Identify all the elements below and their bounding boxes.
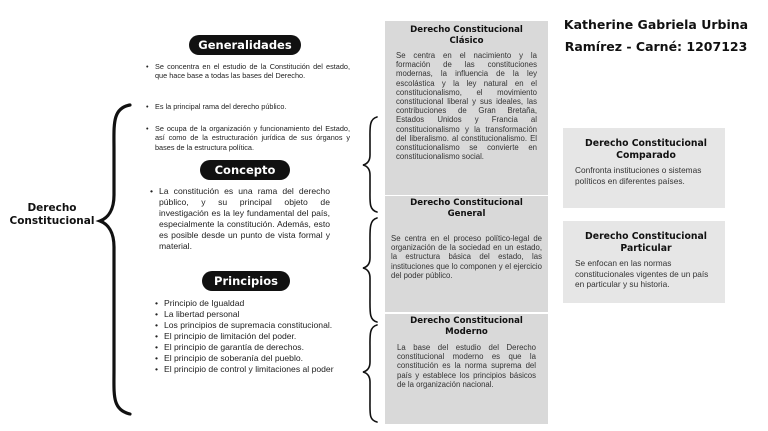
concepto-heading: Concepto	[200, 160, 290, 180]
author-name	[552, 14, 760, 58]
box-clasico-title: Derecho Constitucional Clásico	[410, 25, 523, 46]
main-brace	[100, 105, 130, 414]
list-item: • La libertad personal	[155, 309, 341, 320]
list-item: • Los principios de supremacia constitucional.	[155, 320, 341, 331]
author-line-1: Katherine Gabriela Urbina	[563, 17, 749, 32]
box-general-title: Derecho Constitucional General	[410, 198, 523, 219]
principios-heading: Principios	[202, 271, 290, 291]
list-item: • Se concentra en el estudio de la Constitución del estado, que hace base a todas las bases del Derecho.	[146, 62, 350, 81]
card-particular-title: Derecho Constitucional Particular	[585, 231, 707, 254]
generalidades-list	[146, 62, 350, 81]
principios-list	[155, 298, 341, 375]
box-clasico-body: Se centra en el nacimiento y la formación de las constituciones modernas, la influencia de la ley escolástica y la ley natural en el constitucionalismo, el movimiento constitucional liberal y sus ideales, las contribuciones de Gran Bretaña, Estados Unidos y Francia al constitucionalismo y la transformación del liberalismo. al constitucionalismo. El constitucionalismo se convierte en constitucionalismo social.	[396, 51, 537, 162]
generalidades-list-2	[146, 102, 350, 111]
author-line-2: Ramírez - Carné: 1207123	[564, 39, 748, 54]
box-moderno-title: Derecho Constitucional Moderno	[410, 316, 523, 337]
list-item: • Se ocupa de la organización y funcionamiento del Estado, así como de la estructuración jurídica de sus órganos y bases de la estructura política.	[146, 124, 350, 152]
box-general	[385, 196, 548, 312]
list-item: • El principio de soberanía del pueblo.	[155, 353, 341, 364]
card-comparado-title: Derecho Constitucional Comparado	[585, 138, 707, 161]
list-item: • La constitución es una rama del derecho público, y su principal objeto de investigación es la ley fundamental del país, especialmente la constitución. Además, esto es posible desde un punto de vista formal y material.	[150, 186, 330, 252]
box-moderno-body: La base del estudio del Derecho constitucional moderno es que la constitución es la norma suprema del país y establece los principios básicos de la organización nacional.	[397, 343, 536, 389]
list-item: • El principio de garantía de derechos.	[155, 342, 341, 353]
box-general-body: Se centra en el proceso político-legal de organización de la sociedad en un estado, la estructura básica del estado, las instituciones que lo componen y el ejercicio del poder público.	[391, 234, 542, 280]
card-comparado-body: Confronta instituciones o sistemas políticos en diferentes países.	[575, 165, 702, 186]
generalidades-heading: Generalidades	[189, 35, 301, 55]
brace-clasico	[363, 117, 377, 212]
box-moderno	[385, 314, 548, 424]
brace-moderno	[363, 325, 377, 422]
concepto-list	[150, 186, 330, 252]
root-title: Derecho Constitucional	[9, 202, 95, 227]
list-item: • Es la principal rama del derecho público.	[146, 102, 350, 111]
card-particular-body: Se enfocan en las normas constitucionales vigentes de un país en particular y su historia.	[575, 258, 709, 290]
box-clasico	[385, 21, 548, 195]
brace-general	[363, 218, 377, 322]
list-item: • El principio de limitación del poder.	[155, 331, 341, 342]
generalidades-list-3	[146, 124, 350, 152]
list-item: • Principio de Igualdad	[155, 298, 341, 309]
card-comparado	[563, 128, 725, 208]
list-item: • El principio de control y limitaciones al poder	[155, 364, 341, 375]
card-particular	[563, 221, 725, 303]
